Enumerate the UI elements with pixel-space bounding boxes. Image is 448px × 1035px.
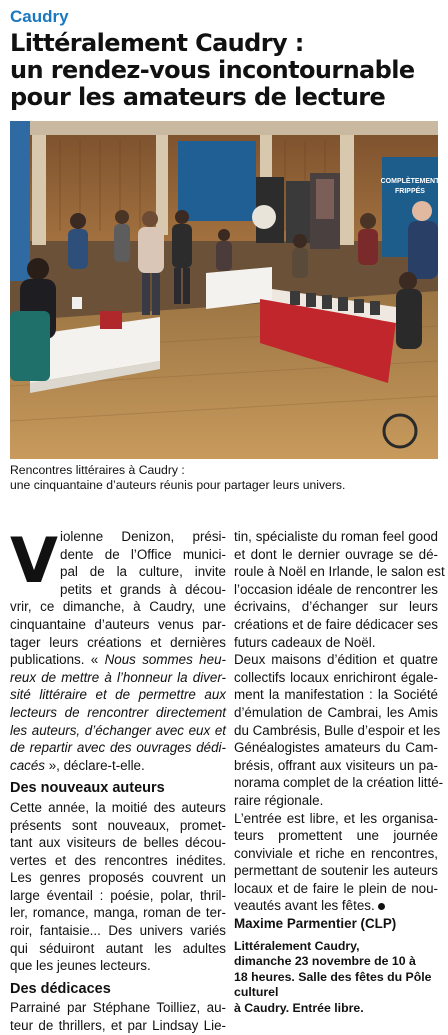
quote-line: reux de mettre à l’honneur la diver- [10, 669, 226, 685]
body-line: Parrainé par Stéphane Toilliez, au- [10, 1000, 226, 1016]
quote-line: lecteurs de rencontrer directement [10, 704, 226, 720]
body-line-mixed [10, 651, 226, 669]
body-text: », déclare-t-elle. [44, 757, 145, 773]
body-line: futurs cadeaux de Noël. [234, 634, 376, 650]
body-line: qui séduiront autant les adultes [10, 940, 226, 956]
body-line: pal de la culture, invite [60, 564, 226, 580]
body-line: roule à Noël en Irlande, le salon est [234, 564, 445, 580]
quote-text: Nous sommes heu- [104, 652, 226, 668]
dropcap-text: V [10, 524, 58, 597]
caption-line: une cinquantaine d’auteurs réunis pour partager leurs univers. [10, 478, 346, 492]
body-line: raire régionale. [234, 792, 324, 808]
body-line: tager leurs créations et dernières [10, 634, 226, 650]
body-line-mixed [10, 757, 226, 775]
body-line: collectifs locaux enrichiront égale- [234, 669, 438, 685]
body-line: présents sont nouveaux, promet- [10, 817, 226, 833]
info-line: Littéralement Caudry, [234, 938, 360, 953]
body-line-end [234, 897, 438, 915]
body-text: veautés avant les fêtes. [234, 898, 375, 914]
article-author: Maxime Parmentier (CLP) [234, 916, 397, 932]
body-line: Cette année, la moitié des auteurs [10, 799, 226, 815]
body-line: cinquantaine d’auteurs venus par- [10, 616, 226, 632]
quote-text: cacés [10, 757, 45, 773]
body-line: écrivains, d’échanger sur leurs [234, 599, 438, 615]
end-mark-icon [378, 903, 385, 910]
headline-line: pour les amateurs de lecture [10, 83, 386, 111]
body-line: d’émulation de Cambrai, les Amis [234, 704, 438, 720]
body-line: roir, fantaisie... Des univers variés [10, 923, 226, 939]
body-line: du Cambrésis, Bulle d’espoir et les [234, 722, 441, 738]
body-line: Deux maisons d’édition et quatre [234, 652, 438, 668]
headline [10, 30, 438, 111]
headline-line: Littéralement Caudry : [10, 29, 304, 57]
info-line: dimanche 23 novembre de 10 à [234, 954, 416, 969]
practical-info [234, 939, 438, 1017]
body-text: publications. « [10, 652, 105, 668]
body-line: créations et de faire dédicacer ses [234, 616, 438, 632]
body-line: Les genres proposés couvrent un [10, 870, 226, 886]
body-line: l’occasion idéale de rencontrer les [234, 581, 438, 597]
body-line: conviviale et riche en rencontres, [234, 845, 438, 861]
body-line: L’entrée est libre, et les organisa- [234, 810, 438, 826]
body-line: et dont le dernier ouvrage se dé- [234, 546, 438, 562]
headline-line: un rendez-vous incontournable [10, 56, 415, 84]
body-line: brésis, offrant aux visiteurs un pa- [234, 757, 438, 773]
info-line: culturel [234, 985, 279, 1000]
event-photo-illustration [10, 121, 438, 459]
body-line: iolenne Denizon, prési- [60, 529, 226, 544]
body-line: petits et grands à décou- [60, 581, 226, 597]
event-photo [10, 121, 438, 459]
dropcap-letter [10, 524, 58, 597]
body-line: dente de l’Office munici- [60, 546, 226, 562]
body-line: vrir, ce dimanche, à Caudry, une [10, 599, 226, 615]
photo-caption [10, 463, 438, 493]
body-line: permettant de soutenir les auteurs [234, 863, 438, 879]
banner-text: FRIPPÉS [395, 188, 425, 195]
body-line: que les jeunes lecteurs. [10, 958, 151, 974]
body-line: tin, spécialiste du roman feel good [234, 529, 438, 544]
right-column [234, 528, 445, 1016]
section-label: Caudry [10, 7, 69, 26]
subheading: Des dédicaces [10, 980, 111, 997]
body-line: teur de thrillers, et par Lindsay Lie- [10, 1018, 226, 1034]
body-line: ment la manifestation : la Société [234, 687, 438, 703]
quote-line: les auteurs, d’échanger avec eux et [10, 722, 226, 738]
body-line: teurs promettent une journée [234, 828, 438, 844]
body-line: norama complet de la création litté- [234, 775, 444, 791]
body-line: locaux et de faire le plein de nou- [234, 880, 438, 896]
body-line: Généalogistes amateurs du Cam- [234, 740, 438, 756]
info-line: 18 heures. Salle des fêtes du Pôle [234, 969, 432, 984]
info-line: à Caudry. Entrée libre. [234, 1000, 364, 1015]
article-body [10, 524, 445, 1034]
caption-line: Rencontres littéraires à Caudry : [10, 463, 185, 477]
left-column [10, 524, 226, 1035]
quote-line: sité littéraire et de permettre aux [10, 687, 226, 703]
body-line: tant aux visiteurs de belles décou- [10, 835, 226, 851]
banner-text: COMPLÈTEMENT [380, 178, 440, 185]
quote-line: de repartir avec des ouvrages dédi- [10, 740, 226, 756]
body-line: large éventail : poésie, polar, thril- [10, 887, 226, 903]
body-line: ler, romance, manga, roman de ter- [10, 905, 226, 921]
body-line: vertes et des rencontres inédites. [10, 852, 226, 868]
subheading: Des nouveaux auteurs [10, 780, 165, 797]
